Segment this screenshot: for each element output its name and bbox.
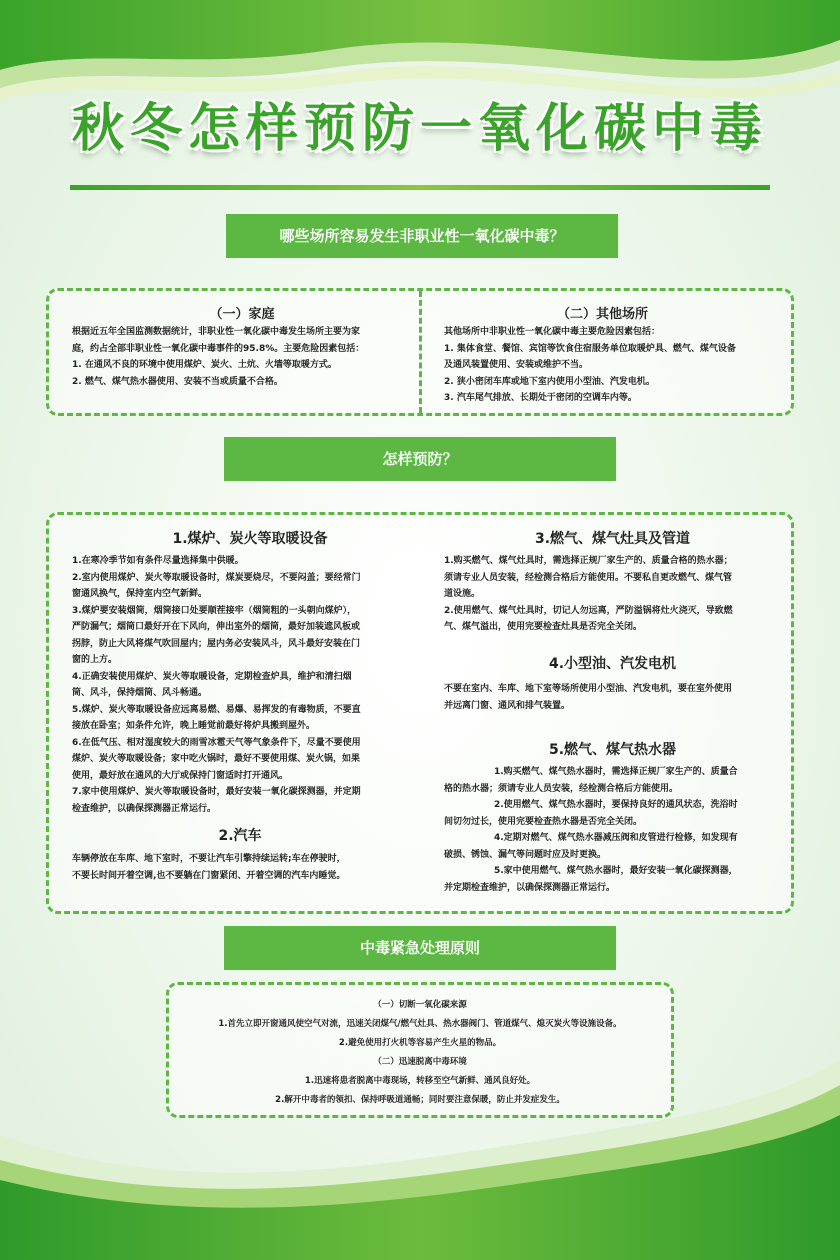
text-line: 2.解开中毒者的领扣、保持呼吸道通畅；同时要注意保暖，防止并发症发生。 [275,1095,565,1105]
text-line: 不要长时间开着空调,也不要躺在门窗紧闭、开着空调的汽车内睡觉。 [72,870,346,881]
text-line: 窗的上方。 [72,655,118,665]
text-line: 5.煤炉、炭火等取暖设备应远离易燃、易爆、易挥发的有毒物质，不要直 [72,704,361,715]
text-line: 须请专业人员安装，经检测合格后方能使用。不要私自更改燃气、煤气管 [444,572,733,583]
text-line: 不要在室内、车库、地下室等场所使用小型油、汽发电机，要在室外使用 [444,684,733,694]
water-heater-heading: 5.燃气、煤气热水器 [548,742,677,758]
home-heading: （一）家庭 [209,307,275,322]
text-line: 2.室内使用煤炉、炭火等取暖设备时，煤炭要烧尽，不要闷盖；要经常门 [72,572,361,583]
text-line: 根据近五年全国监测数据统计，非职业性一氧化碳中毒发生场所主要为家 [72,327,361,337]
water-heater-text [444,764,784,896]
text-line: 其他场所中非职业性一氧化碳中毒主要危险因素包括： [444,327,661,337]
text-line: 道设施。 [444,589,481,599]
section1-divider [419,291,422,413]
section1-banner-text: 哪些场所容易发生非职业性一氧化碳中毒？ [279,227,565,245]
text-line: 煤炉、炭火等取暖设备；家中吃火锅时，最好不要使用煤、炭火锅，如果 [72,754,361,764]
stove-heading: 1.煤炉、炭火等取暖设备 [172,531,328,547]
generator-text [444,681,784,714]
generator-heading: 4.小型油、汽发电机 [548,656,677,672]
home-text [72,324,417,390]
text-line: 间切勿过长，使用完要检查热水器是否完全关闭。 [444,816,643,827]
text-line: 1. 集体食堂、餐馆、宾馆等饮食住宿服务单位取暖炉具、燃气、煤气设备 [444,343,736,354]
text-line: 2.避免使用打火机等容易产生火星的物品。 [338,1038,502,1048]
text-line: 及通风装置使用、安装或维护不当。 [444,360,589,370]
text-line: 筒、风斗，保持烟筒、风斗畅通。 [72,688,208,698]
section3-banner [224,926,616,970]
text-line: 7.家中使用煤炉、炭火等取暖设备时，最好安装一氧化碳探测器，并定期 [72,787,361,797]
text-line: 并定期检查维护，以确保探测器正常运行。 [444,882,616,893]
text-line: 3. 汽车尾气排放、长期处于密闭的空调车内等。 [444,393,637,403]
text-line: 1.在寒冷季节如有条件尽量选择集中供暖。 [72,556,244,566]
text-line: 4.正确安装使用煤炉、炭火等取暖设备，定期检查炉具，维护和清扫烟 [72,671,352,682]
text-line: 6.在低气压、相对湿度较大的雨雪冰雹天气等气象条件下，尽量不要使用 [72,737,361,748]
stove-text [72,553,422,817]
text-line: （一）切断一氧化碳来源 [373,1000,467,1010]
text-line: 2. 燃气、煤气热水器使用、安装不当或质量不合格。 [72,376,283,387]
text-line: 1.首先立即开窗通风使空气对流，迅速关闭煤气/燃气灶具、热水器阀门、管道煤气、熄灭炭火等设施设备。 [218,1019,622,1029]
emergency-text [172,996,668,1110]
text-line: 气、煤气溢出，使用完要检查灶具是否完全关闭。 [444,622,643,632]
text-line: 1.购买燃气、煤气热水器时，需选择正规厂家生产的、质量合 [494,767,738,777]
text-line: 1. 在通风不良的环境中使用煤炉、炭火、土炕、火墙等取暖方式。 [72,360,337,370]
section2-banner [224,437,616,481]
text-line: （二）迅速脱离中毒环境 [373,1057,467,1067]
text-line: 车辆停放在车库、地下室时，不要让汽车引擎持续运转;车在停驶时， [72,854,346,864]
poster-title: 秋冬怎样预防一氧化碳中毒 [71,99,768,159]
text-line: 接放在卧室；如条件允许，晚上睡觉前最好将炉具搬到屋外。 [72,721,316,731]
gas-stove-heading: 3.燃气、煤气灶具及管道 [534,531,691,547]
text-line: 3.煤炉要安装烟筒，烟筒接口处要顺茬接牢（烟筒粗的一头朝向煤炉）， [72,605,357,616]
car-heading: 2.汽车 [218,828,262,844]
text-line: 破损、锈蚀、漏气等问题时应及时更换。 [444,849,607,860]
text-line: 2.使用燃气、煤气热水器时，要保持良好的通风状态，洗浴时 [494,800,738,810]
text-line: 庭，约占全部非职业性一氧化碳中毒事件的95.8%。主要危险因素包括： [72,343,365,354]
text-line: 1.购买燃气、煤气灶具时，需选择正规厂家生产的、质量合格的热水器； [444,556,733,566]
section3-banner-text: 中毒紧急处理原则 [359,939,480,957]
text-line: 拐脖，防止大风将煤气吹回屋内；屋内务必安装风斗，风斗最好安装在门 [72,638,361,649]
text-line: 1.迅速将患者脱离中毒现场，转移至空气新鲜、通风良好处。 [304,1076,536,1086]
other-places-text [444,324,784,407]
text-line: 使用，最好放在通风的大厅或保持门窗适时打开通风。 [72,770,289,781]
section1-banner [226,214,618,258]
text-line: 格的热水器；须请专业人员安装，经检测合格后方能使用。 [444,783,679,794]
text-line: 并远离门窗、通风和排气装置。 [444,700,571,711]
text-line: 4.定期对燃气、煤气热水器减压阀和皮管进行检修，如发现有 [494,833,738,843]
text-line: 5.家中使用燃气、煤气热水器时，最好安装一氧化碳探测器， [494,866,738,876]
text-line: 检查维护，以确保探测器正常运行。 [72,803,217,814]
title-divider [70,185,770,190]
section2-banner-text: 怎样预防？ [382,450,458,468]
text-line: 2. 狭小密闭车库或地下室内使用小型油、汽发电机。 [444,376,655,387]
text-line: 窗通风换气，保持室内空气新鲜。 [72,589,208,599]
text-line: 2.使用燃气、煤气灶具时，切记人勿远离，严防溢锅将灶火浇灭，导致燃 [444,605,733,616]
text-line: 严防漏气；烟筒口最好开在下风向，伸出室外的烟筒，最好加装遮风板或 [72,622,361,632]
other-places-heading: （二）其他场所 [556,307,648,322]
gas-stove-text [444,553,784,636]
car-text [72,851,422,884]
